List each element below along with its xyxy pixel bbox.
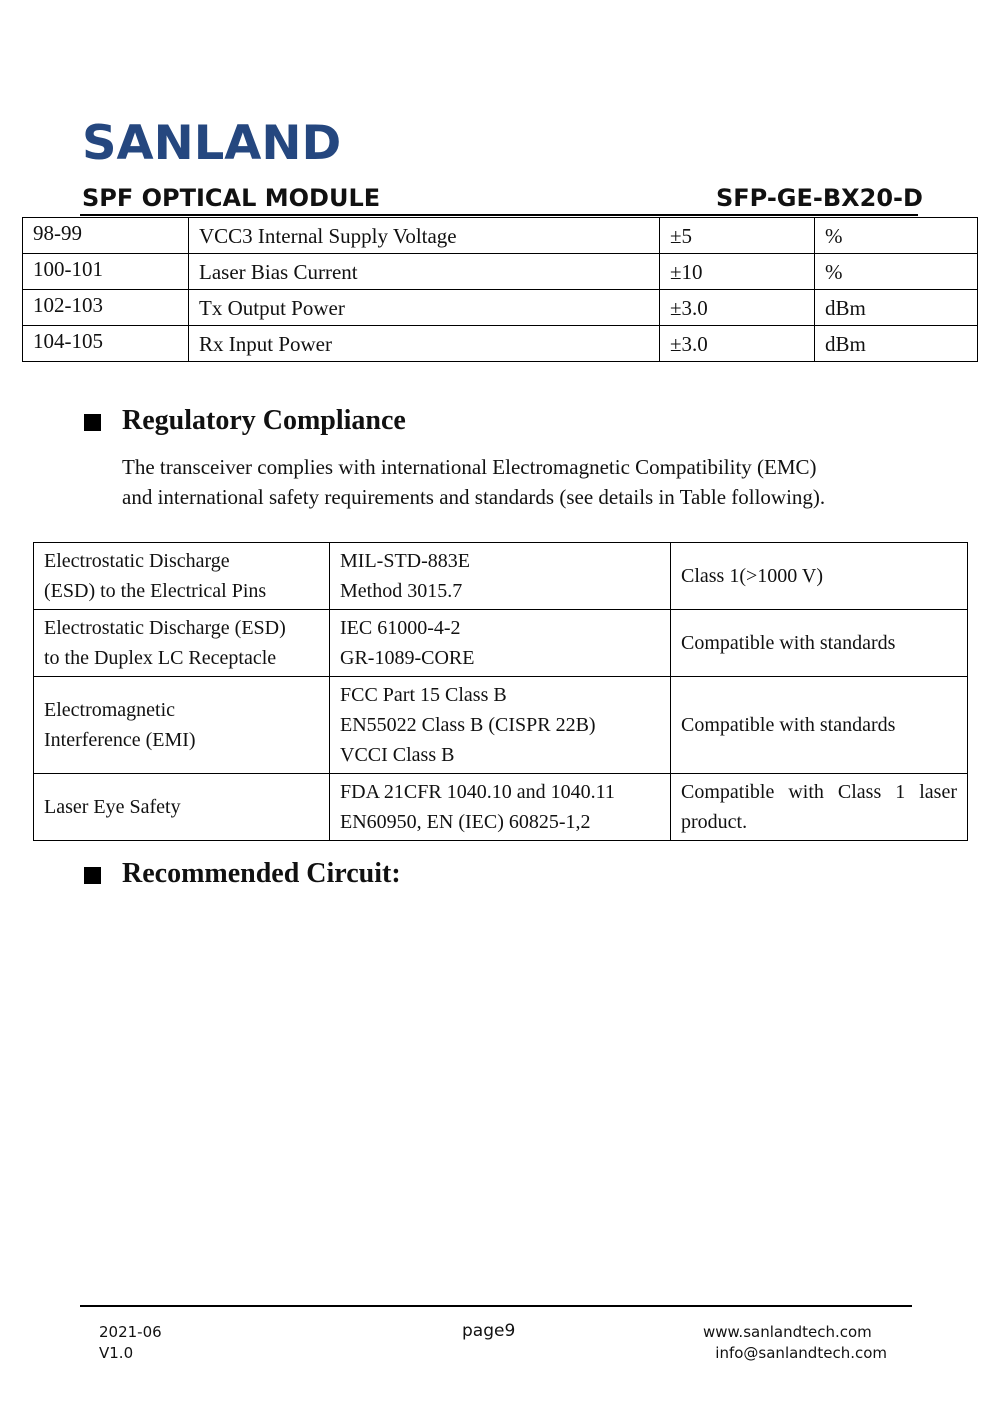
feature-line: Interference (EMI) bbox=[44, 729, 196, 751]
standard-line: Method 3015.7 bbox=[340, 580, 463, 602]
circuit-heading: Recommended Circuit: bbox=[122, 858, 401, 889]
cell-value: ±3.0 bbox=[660, 290, 815, 326]
cell-parameter: VCC3 Internal Supply Voltage bbox=[189, 218, 660, 254]
cell-address: 102-103 bbox=[23, 290, 189, 326]
cell-value: ±10 bbox=[660, 254, 815, 290]
cell-performance: Compatible with Class 1 laser product. bbox=[671, 774, 968, 841]
cell-value: ±3.0 bbox=[660, 326, 815, 362]
cell-address: 98-99 bbox=[23, 218, 189, 254]
standard-line: GR-1089-CORE bbox=[340, 647, 475, 669]
bullet-icon bbox=[84, 414, 101, 431]
regulatory-heading: Regulatory Compliance bbox=[122, 405, 406, 436]
standard-line: EN60950, EN (IEC) 60825-1,2 bbox=[340, 811, 591, 833]
cell-feature bbox=[34, 677, 330, 774]
table-row bbox=[34, 610, 968, 677]
page-number: page9 bbox=[462, 1321, 516, 1341]
cell-unit: % bbox=[815, 218, 978, 254]
cell-unit: % bbox=[815, 254, 978, 290]
footer-divider bbox=[80, 1305, 912, 1307]
standard-line: MIL-STD-883E bbox=[340, 550, 470, 572]
email-link[interactable]: info@sanlandtech.com bbox=[715, 1344, 887, 1362]
cell-performance: Compatible with standards bbox=[671, 677, 968, 774]
table-row bbox=[23, 326, 978, 362]
table-row bbox=[34, 543, 968, 610]
feature-line: Laser Eye Safety bbox=[44, 796, 181, 818]
cell-standard bbox=[330, 677, 671, 774]
cell-feature bbox=[34, 543, 330, 610]
cell-unit: dBm bbox=[815, 290, 978, 326]
document-title: SPF OPTICAL MODULE bbox=[82, 184, 381, 212]
table-row bbox=[23, 218, 978, 254]
table-row bbox=[34, 677, 968, 774]
cell-feature bbox=[34, 774, 330, 841]
feature-line: Electrostatic Discharge (ESD) bbox=[44, 617, 286, 639]
cell-value: ±5 bbox=[660, 218, 815, 254]
cell-parameter: Laser Bias Current bbox=[189, 254, 660, 290]
cell-parameter: Rx Input Power bbox=[189, 326, 660, 362]
feature-line: Electrostatic Discharge bbox=[44, 550, 230, 572]
cell-address: 104-105 bbox=[23, 326, 189, 362]
cell-feature bbox=[34, 610, 330, 677]
part-number: SFP-GE-BX20-D bbox=[716, 184, 923, 212]
header-divider bbox=[80, 214, 918, 216]
cell-standard bbox=[330, 543, 671, 610]
table-row bbox=[23, 254, 978, 290]
standard-line: EN55022 Class B (CISPR 22B) bbox=[340, 714, 596, 736]
feature-line: Electromagnetic bbox=[44, 699, 176, 721]
footer-contact bbox=[703, 1322, 887, 1364]
website-link[interactable]: www.sanlandtech.com bbox=[703, 1323, 872, 1341]
feature-line: to the Duplex LC Receptacle bbox=[44, 647, 277, 669]
standard-line: IEC 61000-4-2 bbox=[340, 617, 461, 639]
cell-performance: Compatible with standards bbox=[671, 610, 968, 677]
cell-standard bbox=[330, 610, 671, 677]
cell-unit: dBm bbox=[815, 326, 978, 362]
footer-date-version: 2021-06 V1.0 bbox=[99, 1323, 162, 1362]
company-logo: SANLAND bbox=[82, 116, 342, 171]
cell-standard bbox=[330, 774, 671, 841]
table-row bbox=[23, 290, 978, 326]
bullet-icon bbox=[84, 867, 101, 884]
regulatory-paragraph: The transceiver complies with international Electromagnetic Compatibility (EMC) and international safety requirements and standards (see details in Table following). bbox=[122, 455, 826, 509]
cell-parameter: Tx Output Power bbox=[189, 290, 660, 326]
register-table bbox=[22, 217, 978, 362]
cell-address: 100-101 bbox=[23, 254, 189, 290]
feature-line: (ESD) to the Electrical Pins bbox=[44, 580, 267, 602]
standard-line: VCCI Class B bbox=[340, 744, 455, 766]
cell-performance: Class 1(>1000 V) bbox=[671, 543, 968, 610]
standard-line: FDA 21CFR 1040.10 and 1040.11 bbox=[340, 781, 615, 803]
table-row bbox=[34, 774, 968, 841]
standard-line: FCC Part 15 Class B bbox=[340, 684, 507, 706]
compliance-table bbox=[33, 542, 968, 841]
